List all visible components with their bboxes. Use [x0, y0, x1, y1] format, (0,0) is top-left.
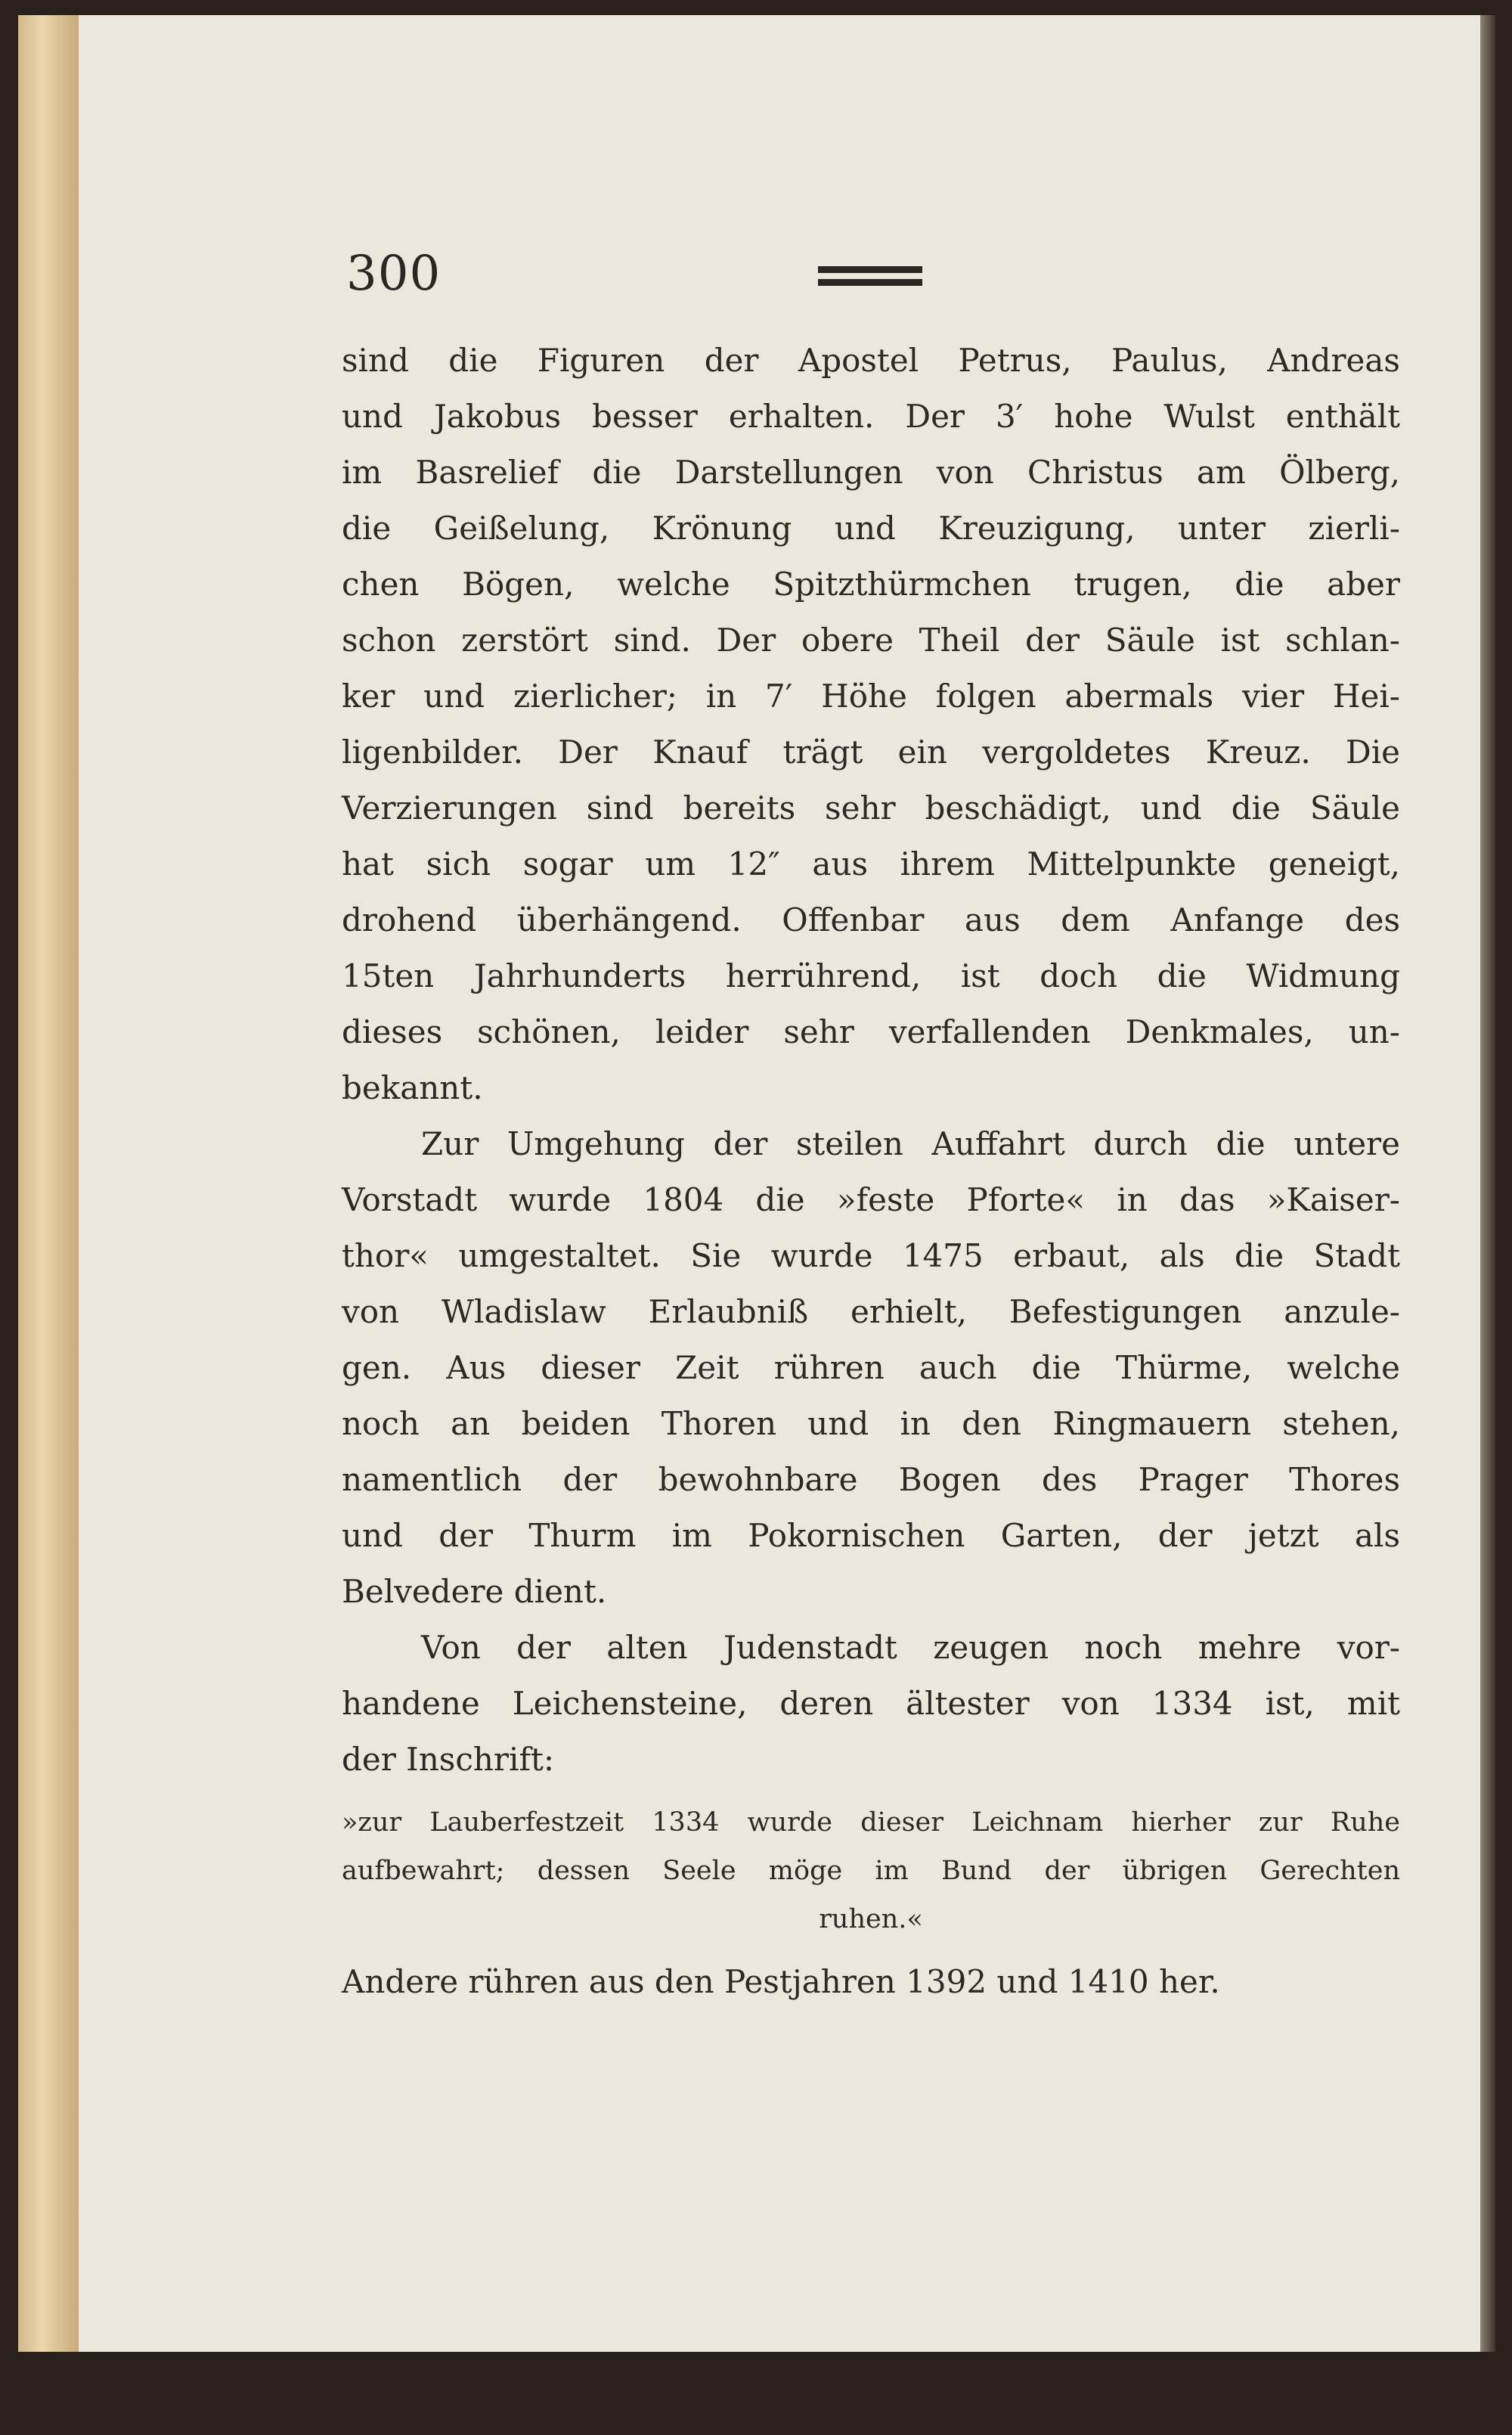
text-line: noch an beiden Thoren und in den Ringmauern stehen, [342, 1405, 1400, 1442]
quote-line: ruhen.« [819, 1904, 923, 1934]
text-line: handene Leichensteine, deren ältester von 1334 ist, mit [342, 1685, 1400, 1722]
text-line: Verzierungen sind bereits sehr beschädigt, und die Säule [342, 789, 1400, 827]
text-line: Zur Umgehung der steilen Auffahrt durch die untere [421, 1125, 1400, 1162]
text-line: Belvedere dient. [342, 1573, 607, 1610]
text-line: 15ten Jahrhunderts herrührend, ist doch die Widmung [342, 957, 1400, 994]
text-line: namentlich der bewohnbare Bogen des Prager Thores [342, 1461, 1400, 1498]
quote-line: aufbewahrt; dessen Seele möge im Bund der übrigen Gerechten [342, 1856, 1400, 1886]
closing-line: Andere rühren aus den Pestjahren 1392 und 1410 her. [342, 1963, 1220, 2000]
text-line: schon zerstört sind. Der obere Theil der Säule ist schlan- [342, 622, 1400, 659]
text-line: thor« umgestaltet. Sie wurde 1475 erbaut, als die Stadt [342, 1237, 1400, 1274]
text-line: der Inschrift: [342, 1741, 555, 1778]
text-line: drohend überhängend. Offenbar aus dem Anfange des [342, 901, 1400, 938]
text-line: sind die Figuren der Apostel Petrus, Paulus, Andreas [342, 342, 1400, 379]
inscription-quote [342, 1798, 1400, 1943]
text-line: von Wladislaw Erlaubniß erhielt, Befestigungen anzule- [342, 1293, 1400, 1330]
text-line: dieses schönen, leider sehr verfallenden Denkmales, un- [342, 1013, 1400, 1050]
text-line: Von der alten Judenstadt zeugen noch mehre vor- [421, 1629, 1400, 1666]
text-line: und Jakobus besser erhalten. Der 3′ hohe Wulst enthält [342, 398, 1400, 435]
body-text [342, 333, 1400, 2010]
text-line: chen Bögen, welche Spitzthürmchen trugen, die aber [342, 566, 1400, 603]
text-line: die Geißelung, Krönung und Kreuzigung, unter zierli- [342, 510, 1400, 547]
text-line: ker und zierlicher; in 7′ Höhe folgen abermals vier Hei- [342, 678, 1400, 715]
text-line: ligenbilder. Der Knauf trägt ein vergoldetes Kreuz. Die [342, 734, 1400, 771]
text-line: im Basrelief die Darstellungen von Christus am Ölberg, [342, 454, 1400, 491]
header-rule [818, 266, 922, 286]
page-shadow [1480, 15, 1495, 2352]
text-line: und der Thurm im Pokornischen Garten, der jetzt als [342, 1517, 1400, 1554]
quote-line: »zur Lauberfestzeit 1334 wurde dieser Leichnam hierher zur Ruhe [342, 1807, 1400, 1838]
text-line: gen. Aus dieser Zeit rühren auch die Thürme, welche [342, 1349, 1400, 1386]
page-number: 300 [346, 246, 442, 302]
text-line: bekannt. [342, 1069, 483, 1106]
text-line: hat sich sogar um 12″ aus ihrem Mittelpunkte geneigt, [342, 845, 1400, 882]
text-line: Vorstadt wurde 1804 die »feste Pforte« in das »Kaiser- [342, 1181, 1400, 1218]
page-edge [18, 15, 79, 2352]
